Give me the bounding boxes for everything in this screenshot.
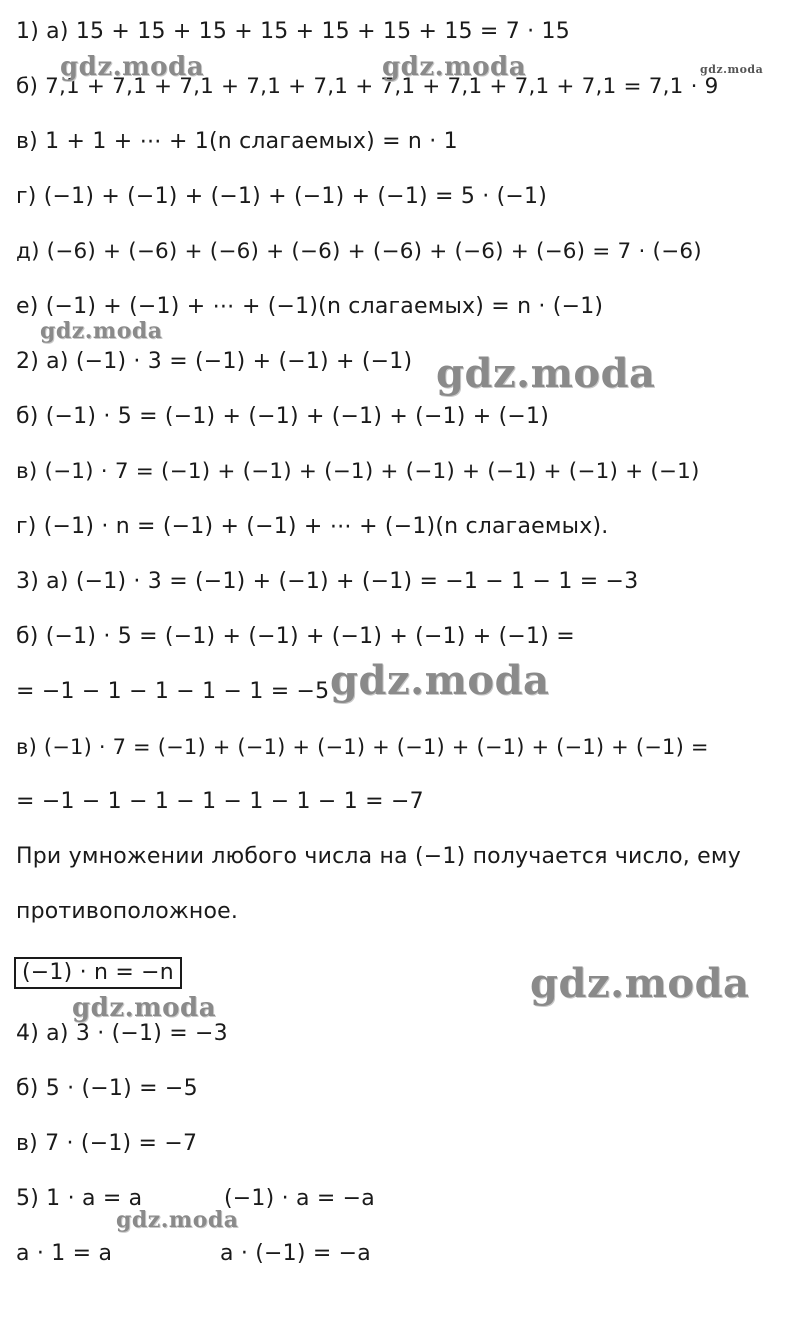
line-6-right: a · (−1) = −a <box>220 1241 371 1266</box>
watermark: gdz.moda <box>116 1207 239 1233</box>
boxed-rule <box>14 957 182 989</box>
line-5-right: (−1) · a = −a <box>224 1186 375 1211</box>
watermark: gdz.moda <box>40 318 163 344</box>
watermark: gdz.moda <box>530 960 750 1007</box>
line-3v-cont: = −1 − 1 − 1 − 1 − 1 − 1 − 1 = −7 <box>16 789 424 814</box>
line-2v: в) (−1) · 7 = (−1) + (−1) + (−1) + (−1) + (−1) + (−1) + (−1) <box>16 459 700 484</box>
watermark: gdz.moda <box>382 52 527 82</box>
line-5-left: 5) 1 · a = a <box>16 1186 143 1211</box>
line-6-left: a · 1 = a <box>16 1241 113 1266</box>
line-1a: 1) а) 15 + 15 + 15 + 15 + 15 + 15 + 15 = 7 · 15 <box>16 19 570 44</box>
line-1e: е) (−1) + (−1) + ⋯ + (−1)(n слагаемых) = n · (−1) <box>16 294 604 319</box>
line-3v: в) (−1) · 7 = (−1) + (−1) + (−1) + (−1) + (−1) + (−1) + (−1) = <box>16 735 709 759</box>
conclusion-line-1: При умножении любого числа на (−1) получается число, ему <box>16 844 741 869</box>
line-1v: в) 1 + 1 + ⋯ + 1(n слагаемых) = n · 1 <box>16 129 458 154</box>
line-2g: г) (−1) · n = (−1) + (−1) + ⋯ + (−1)(n слагаемых). <box>16 514 609 539</box>
line-3b-cont: = −1 − 1 − 1 − 1 − 1 = −5 <box>16 679 330 704</box>
watermark: gdz.moda <box>330 657 550 704</box>
line-3b: б) (−1) · 5 = (−1) + (−1) + (−1) + (−1) + (−1) = <box>16 624 575 649</box>
line-1b: б) 7,1 + 7,1 + 7,1 + 7,1 + 7,1 + 7,1 + 7,1 + 7,1 + 7,1 = 7,1 · 9 <box>16 74 719 99</box>
conclusion-line-2: противоположное. <box>16 899 239 924</box>
watermark: gdz.moda <box>60 52 205 82</box>
line-2a: 2) а) (−1) · 3 = (−1) + (−1) + (−1) <box>16 349 413 374</box>
watermark: gdz.moda <box>700 63 764 76</box>
line-1g: г) (−1) + (−1) + (−1) + (−1) + (−1) = 5 · (−1) <box>16 184 547 209</box>
line-2b: б) (−1) · 5 = (−1) + (−1) + (−1) + (−1) + (−1) <box>16 404 549 429</box>
boxed-rule-text: (−1) · n = −n <box>14 957 182 989</box>
line-4b: б) 5 · (−1) = −5 <box>16 1076 198 1101</box>
line-3a: 3) а) (−1) · 3 = (−1) + (−1) + (−1) = −1 − 1 − 1 = −3 <box>16 569 639 594</box>
line-1d: д) (−6) + (−6) + (−6) + (−6) + (−6) + (−6) + (−6) = 7 · (−6) <box>16 239 702 264</box>
line-4a: 4) а) 3 · (−1) = −3 <box>16 1021 228 1046</box>
watermark: gdz.moda <box>72 993 217 1023</box>
line-4v: в) 7 · (−1) = −7 <box>16 1131 198 1156</box>
watermark: gdz.moda <box>436 350 656 397</box>
